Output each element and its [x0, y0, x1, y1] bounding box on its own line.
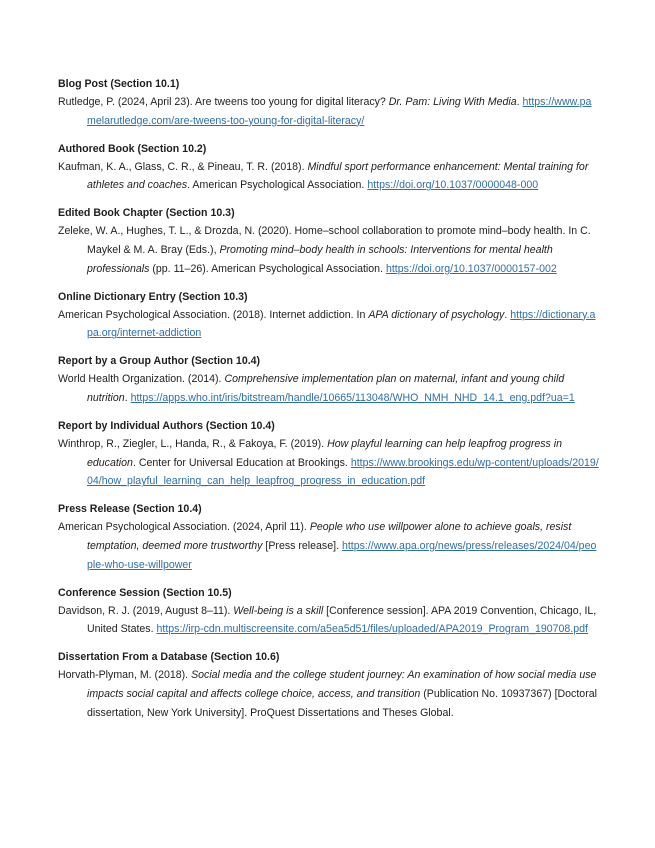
- reference-text: [58, 666, 599, 722]
- reference-body: American Psychological Association. (2018). Internet addiction. In: [58, 308, 369, 321]
- reference-link[interactable]: https://www.pamelarutledge.com/are-tweens-too-young-for-digital-literacy/: [87, 96, 592, 127]
- section-heading: Press Release (Section 10.4): [58, 503, 202, 516]
- reference-text: [58, 435, 599, 491]
- reference-tail: .: [516, 96, 523, 108]
- reference-tail: . Center for Universal Education at Brookings.: [132, 456, 351, 469]
- reference-text: [58, 222, 599, 278]
- reference-body: World Health Organization. (2014).: [58, 373, 225, 386]
- section-heading: Dissertation From a Database (Section 10.6): [58, 651, 280, 664]
- reference-entry-dissertation: [58, 649, 599, 722]
- reference-text: [58, 518, 599, 574]
- reference-entry-edited-book-chapter: [58, 205, 599, 278]
- reference-tail: . American Psychological Association.: [187, 179, 368, 192]
- reference-text: [58, 306, 599, 344]
- section-heading: Online Dictionary Entry (Section 10.3): [58, 290, 248, 303]
- reference-tail: [Press release].: [262, 539, 342, 552]
- reference-title: Dr. Pam: Living With Media: [388, 96, 517, 108]
- reference-entry-blog-post: [58, 76, 599, 131]
- section-heading: Conference Session (Section 10.5): [58, 586, 232, 599]
- reference-tail: .: [504, 308, 511, 321]
- reference-title: Promoting mind–body health in schools: Interventions for mental health professionals: [87, 243, 553, 275]
- reference-entry-group-author-report: [58, 353, 599, 408]
- reference-text: [58, 370, 599, 408]
- reference-title: Social media and the college student journey: An examination of how social media use impacts social capital and affects college choice, access, and transition: [87, 669, 597, 700]
- reference-entry-authored-book: [58, 141, 599, 196]
- reference-tail: (Publication No. 10937367) [Doctoral dissertation, New York University]. ProQuest Dissertations and Theses Global.: [87, 687, 597, 719]
- reference-body: Kaufman, K. A., Glass, C. R., & Pineau, T. R. (2018).: [58, 160, 308, 173]
- reference-text: [58, 602, 599, 640]
- section-heading: Report by Individual Authors (Section 10.4): [58, 419, 275, 432]
- section-heading: Blog Post (Section 10.1): [58, 78, 180, 90]
- reference-link[interactable]: https://doi.org/10.1037/0000048-000: [367, 179, 539, 192]
- reference-link[interactable]: https://www.brookings.edu/wp-content/uploads/2019/04/how_playful_learning_can_help_leapfrog_progress_in_education.pdf: [87, 456, 599, 488]
- reference-title: How playful learning can help leapfrog progress in education: [87, 437, 563, 469]
- section-heading: Authored Book (Section 10.2): [58, 142, 207, 155]
- section-heading: Edited Book Chapter (Section 10.3): [58, 207, 235, 220]
- reference-body: Zeleke, W. A., Hughes, T. L., & Drozda, N. (2020). Home–school collaboration to promote mind–body health. In C. Maykel & M. A. Bray (Eds.),: [58, 225, 591, 256]
- reference-tail: .: [124, 391, 131, 404]
- reference-text: [58, 158, 599, 196]
- reference-text: [58, 93, 599, 131]
- reference-title: Well-being is a skill: [233, 604, 324, 617]
- reference-link[interactable]: https://irp-cdn.multiscreensite.com/a5ea5d51/files/uploaded/APA2019_Program_190708.pdf: [156, 623, 588, 636]
- reference-body: American Psychological Association. (2024, April 11).: [58, 521, 310, 534]
- section-heading: Report by a Group Author (Section 10.4): [58, 355, 261, 368]
- reference-link[interactable]: https://apps.who.int/iris/bitstream/handle/10665/113048/WHO_NMH_NHD_14.1_eng.pdf?ua=1: [130, 391, 575, 404]
- reference-entry-individual-authors-report: [58, 418, 599, 491]
- reference-tail: (pp. 11–26). American Psychological Association.: [149, 262, 386, 275]
- reference-body: Rutledge, P. (2024, April 23). Are tweens too young for digital literacy?: [58, 96, 389, 108]
- reference-entry-online-dictionary: [58, 289, 599, 344]
- reference-body: Davidson, R. J. (2019, August 8–11).: [58, 604, 234, 617]
- reference-title: People who use willpower alone to achieve goals, resist temptation, deemed more trustworthy: [87, 521, 572, 552]
- reference-title: Comprehensive implementation plan on maternal, infant and young child nutrition: [87, 373, 565, 404]
- reference-title: APA dictionary of psychology: [368, 308, 505, 321]
- reference-body: Winthrop, R., Ziegler, L., Handa, R., & Fakoya, F. (2019).: [58, 437, 328, 450]
- reference-entry-conference-session: [58, 585, 599, 640]
- reference-link[interactable]: https://dictionary.apa.org/internet-addiction: [87, 308, 596, 340]
- reference-tail: [Conference session]. APA 2019 Convention, Chicago, IL, United States.: [87, 604, 597, 636]
- reference-link[interactable]: https://www.apa.org/news/press/releases/2024/04/people-who-use-willpower: [87, 539, 597, 571]
- reference-link[interactable]: https://doi.org/10.1037/0000157-002: [385, 262, 557, 275]
- reference-title: Mindful sport performance enhancement: Mental training for athletes and coaches: [87, 160, 589, 192]
- reference-entry-press-release: [58, 501, 599, 574]
- reference-body: Horvath-Plyman, M. (2018).: [58, 669, 192, 682]
